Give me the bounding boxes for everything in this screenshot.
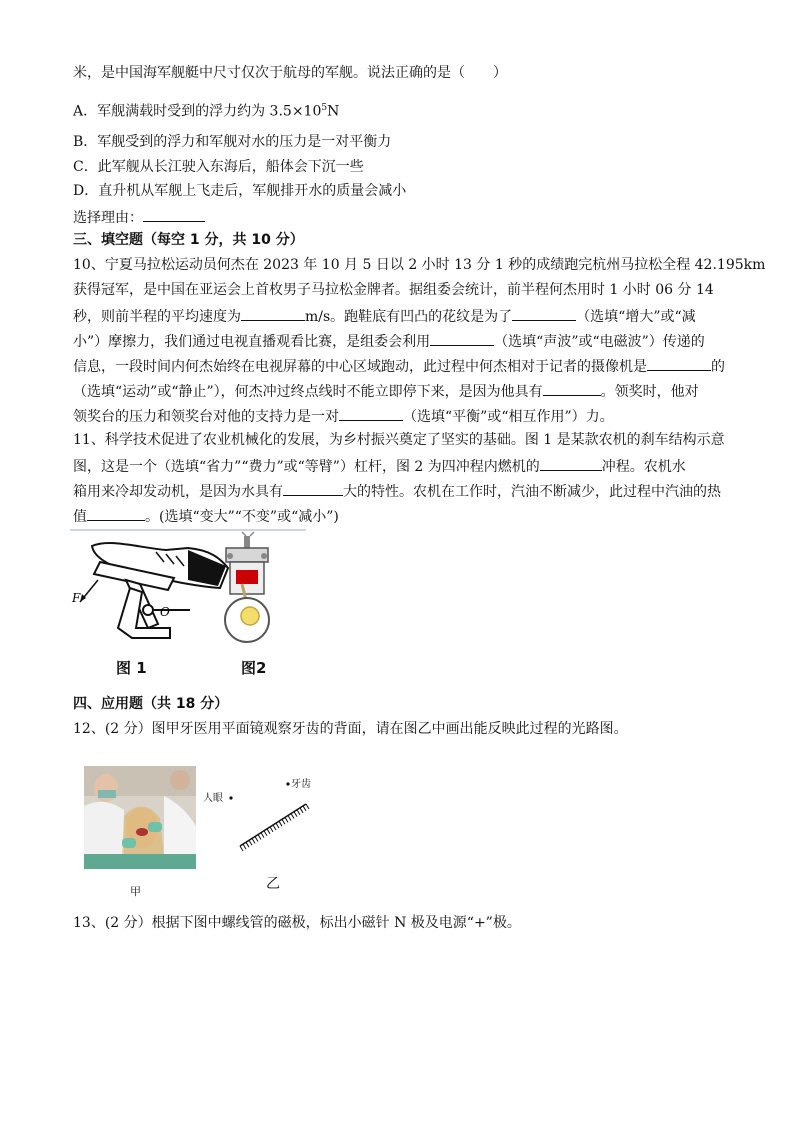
q9-option-a-unit: N [327, 103, 340, 120]
section4-title: 四、应用题（共 18 分） [73, 696, 229, 712]
crankshaft-icon [241, 607, 259, 625]
mirror-hatch-mark [285, 817, 288, 822]
tooth-point-icon [286, 782, 289, 785]
section3-title: 三、填空题（每空 1 分，共 10 分） [73, 232, 304, 248]
mirror-hatch-mark [255, 836, 258, 841]
q11-line4 [73, 506, 339, 526]
mirror-hatch-mark [273, 825, 276, 830]
q10-l3a: 秒，则前半程的平均速度为 [73, 309, 241, 325]
mirror-hatch-mark [261, 833, 264, 838]
mirror-hatch-mark [270, 827, 273, 832]
q9-option-a[interactable] [73, 99, 339, 121]
q10-l7b: （选填“平衡”或“相互作用”）力。 [403, 409, 614, 425]
mirror-hatch-mark [267, 829, 270, 834]
q10-blank-friction[interactable] [512, 306, 576, 321]
figure2-engine-icon [225, 532, 269, 642]
q10-l3c: （选填“增大”或“减 [576, 309, 696, 325]
mirror-hatch-mark [276, 823, 279, 828]
pivot-o-icon [143, 605, 153, 615]
q9-option-a-pre: A．军舰满载时受到的浮力约为 3.5×10 [73, 103, 322, 120]
q9-option-a-exponent: 5 [321, 103, 328, 113]
q11-blank-stroke[interactable] [540, 456, 602, 471]
q10-blank-wave[interactable] [430, 331, 494, 346]
eye-point-icon [229, 796, 232, 799]
mirror-hatch-mark [288, 815, 291, 820]
q11-blank-heatvalue[interactable] [87, 506, 145, 521]
glove-left-icon [122, 838, 136, 848]
mirror-hatch-mark [240, 846, 243, 851]
mirror-hatch-mark [303, 806, 306, 811]
label-tooth: 牙齿 [291, 779, 311, 790]
q11-l3b: 大的特性。农机在工作时，汽油不断减少，此过程中汽油的热 [343, 484, 721, 500]
q9-reason-blank[interactable] [143, 207, 205, 222]
q9-stem-end: 米，是中国海军舰艇中尺寸仅次于航母的军舰。说法正确的是（ ） [73, 65, 507, 81]
q10-l7a: 领奖台的压力和领奖台对他的支持力是一对 [73, 409, 339, 425]
q12-text: 12、(2 分）图甲牙医用平面镜观察牙齿的背面，请在图乙中画出能反映此过程的光路图。 [73, 721, 628, 737]
mirror-hatch-mark [300, 808, 303, 813]
mirror-hatch-mark [252, 838, 255, 843]
q11-l2b: 冲程。农机水 [601, 459, 686, 475]
mirror-hatch-mark [306, 804, 309, 809]
q9-option-b[interactable]: B．军舰受到的浮力和军舰对水的压力是一对平衡力 [73, 134, 392, 150]
q9-option-c[interactable]: C．此军舰从长江驶入东海后，船体会下沉一些 [73, 159, 364, 175]
label-jia: 甲 [130, 885, 141, 898]
q10-line3 [73, 306, 696, 326]
q9-reason [73, 207, 205, 227]
figure2-caption: 图2 [241, 659, 267, 677]
label-yi: 乙 [266, 876, 280, 892]
pivot-label: O [160, 605, 170, 619]
force-label: F [72, 591, 81, 605]
mirror-hatch-mark [249, 840, 252, 845]
q10-l5a: 信息，一段时间内何杰始终在电视屏幕的中心区域跑动，此过程中何杰相对于记者的摄像机是 [73, 359, 647, 375]
piston-icon [236, 570, 258, 584]
q11-line3 [73, 481, 721, 501]
mirror-hatch-mark [279, 821, 282, 826]
q10-blank-speed[interactable] [241, 306, 305, 321]
q10-line2: 获得冠军，是中国在亚运会上首枚男子马拉松金牌者。据组委会统计，前半程何杰用时 1 小时 06 分 14 [73, 282, 714, 298]
dentist-photo [84, 766, 196, 869]
mirror-hatch-mark [264, 831, 267, 836]
mirror-hatch-mark [294, 812, 297, 817]
q10-blank-motion[interactable] [647, 356, 711, 371]
q10-line5 [73, 356, 725, 376]
q10-l5b: 的 [711, 359, 725, 375]
mirror-hatch-mark [258, 835, 261, 840]
q10-l6a: （选填“运动”或“静止”），何杰冲过终点线时不能立即停下来，是因为他具有 [73, 384, 543, 400]
q11-l2a: 图，这是一个（选填“省力”“费力”或“等臂”）杠杆，图 2 为四冲程内燃机的 [73, 459, 540, 475]
mirror-hatch-mark [243, 844, 246, 849]
figure1-brake-lever [70, 528, 310, 656]
figure1-caption: 图 1 [116, 659, 147, 677]
mirror-hatch-mark [297, 810, 300, 815]
q10-blank-force[interactable] [339, 406, 403, 421]
q10-blank-inertia[interactable] [543, 381, 601, 396]
glove-right-icon [148, 822, 162, 832]
q11-line1: 11、科学技术促进了农业机械化的发展，为乡村振兴奠定了坚实的基础。图 1 是某款农机的刹车结构示意 [73, 432, 725, 448]
mirror-hatch-mark [246, 842, 249, 847]
q10-l4a: 小”）摩擦力，我们通过电视直播观看比赛，是组委会利用 [73, 334, 431, 350]
q10-line7 [73, 406, 614, 426]
mirror-hatch-mark [291, 814, 294, 819]
q10-line6 [73, 381, 699, 401]
q10-l3b: m/s。跑鞋底有凹凸的花纹是为了 [305, 309, 513, 325]
q11-l4a: 值 [73, 509, 87, 525]
q9-option-d[interactable]: D．直升机从军舰上飞走后，军舰排开水的质量会减小 [73, 183, 407, 199]
q11-line2 [73, 456, 686, 476]
q11-blank-capacity[interactable] [283, 481, 343, 496]
q10-line1: 10、宁夏马拉松运动员何杰在 2023 年 10 月 5 日以 2 小时 13 分 1 秒的成绩跑完杭州马拉松全程 42.195km [73, 257, 766, 273]
q11-l3a: 箱用来冷却发动机，是因为水具有 [73, 484, 283, 500]
q10-l6b: 。领奖时，他对 [600, 384, 699, 400]
q10-l4b: （选填“声波”或“电磁波”）传递的 [494, 334, 705, 350]
q11-l4b: 。(选填“变大”“不变”或“减小”) [145, 509, 339, 525]
q13-text: 13、(2 分）根据下图中螺线管的磁极，标出小磁针 N 极及电源“+”极。 [73, 915, 521, 931]
label-eye: 人眼 [203, 793, 223, 804]
q10-line4 [73, 331, 705, 351]
q9-reason-label: 选择理由： [73, 210, 143, 226]
mirror-hatch-mark [282, 819, 285, 824]
